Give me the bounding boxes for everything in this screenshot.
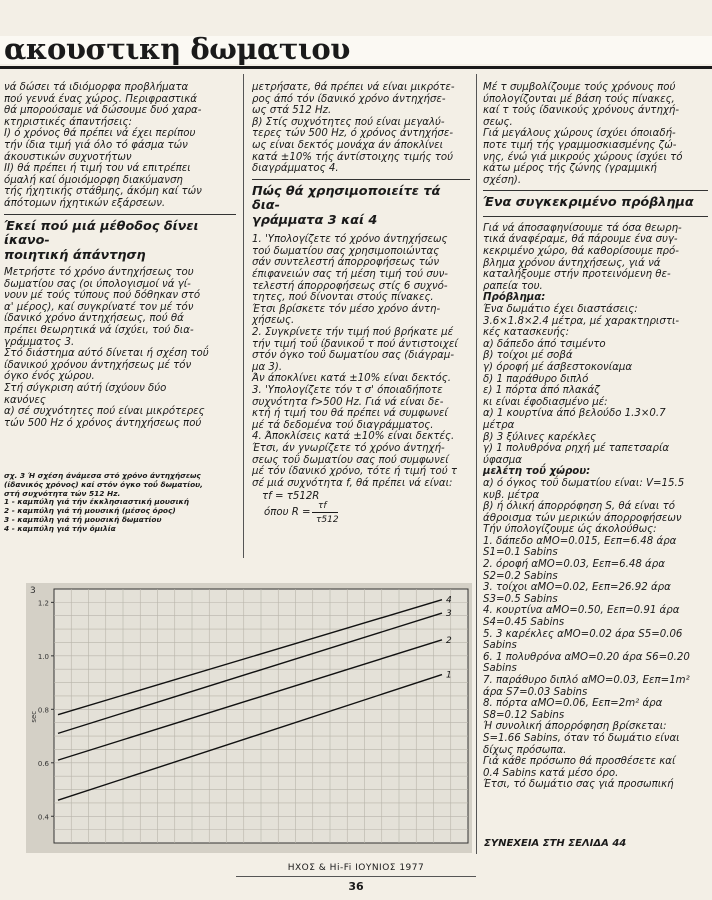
caption-line: (ίδανικός χρόνος) καί στόν όγκο τοΰ δωματίου,	[4, 479, 203, 489]
text-line: σχέση).	[483, 174, 522, 186]
text-line: Γιά νά άποσαφηνίσουμε τά όσα θεωρη-	[483, 222, 682, 234]
formula-ratio-label: όπου R =	[264, 507, 311, 519]
study-line: 0.4 Sabins κατά μέσο όρο.	[483, 767, 619, 779]
problem-label: Πρόβλημα:	[483, 292, 546, 304]
text-line: μέ τά δεδομένα τού διαγράμματος.	[252, 419, 434, 431]
text-line: πρέπει θεωρητικά νά ίσχύει, τού δια-	[4, 325, 194, 336]
text-line: ως είναι δεκτός μονάχα άν άποκλίνει	[252, 139, 444, 151]
text-line: Έτσι, άν γνωρίζετε τό χρόνο άντηχή-	[252, 442, 445, 454]
study-line: Ή συνολική άπορρόφηση βρίσκεται:	[483, 721, 667, 733]
text-line: καί τ τούς ίδανικούς χρόνους άντηχή-	[483, 105, 680, 117]
caption-line: 3 - καμπύλη γιά τή μουσική δωματίου	[4, 514, 162, 524]
y-tick-label: 0.6	[37, 759, 49, 768]
caption-line: σχ. 3 Ή σχέση άνάμεσα στό χρόνο άντηχήσεως	[4, 471, 201, 480]
text-line: σεως τοΰ δωματίου σας πού συμφωνεί	[252, 454, 449, 466]
text-line: σεως.	[483, 116, 513, 128]
problem-list	[483, 304, 708, 466]
text-line: καταλήξουμε στήν προτεινόμενη θε-	[483, 269, 671, 281]
y-tick-label: 0.8	[37, 706, 49, 715]
text-line: Έτσι βρίσκετε τόν μέσο χρόνο άντη-	[252, 303, 441, 315]
text-line: συχνότητα f>500 Hz. Γιά νά είναι δε-	[252, 396, 444, 408]
text-line: τού δωματίου σας χρησιμοποιώντας	[252, 245, 440, 257]
column-3-body	[483, 223, 708, 293]
text-line: β) Στίς συχνότητες πού είναι μεγαλύ-	[252, 116, 445, 128]
text-line: κάτω μέρος τής ζώνης (γραμμική	[483, 163, 657, 175]
study-line: κυβ. μέτρα	[483, 489, 540, 501]
text-line: 2. Συγκρίνετε τήν τιμή πού βρήκατε μέ	[252, 327, 454, 338]
problem-line: γ) 1 πολυθρόνα ρηχή μέ ταπετσαρία	[483, 443, 670, 455]
study-line: Sabins	[483, 663, 517, 675]
section-rule	[252, 179, 470, 180]
series-label-1: 1	[446, 670, 452, 681]
text-line: όγκο ένός χώρου.	[4, 371, 95, 383]
study-line: S3=0.5 Sabins	[483, 593, 558, 605]
text-line: Άν άποκλίνει κατά ±10% είναι δεκτός.	[252, 373, 451, 385]
text-line: άκουστικών συχνοτήτων	[4, 151, 132, 163]
text-line: 3. 'Υπολογίζετε τόν τ σ' όποιαδήποτε	[252, 384, 443, 396]
text-line: ύπολογίζονται μέ βάση τούς πίνακες,	[483, 93, 675, 105]
text-line: Γιά μεγάλους χώρους ίσχύει όποιαδή-	[483, 128, 676, 140]
section-rule	[483, 216, 708, 217]
text-line: μετρήσατε, θά πρέπει νά είναι μικρότε-	[252, 82, 455, 93]
formula-denominator: τ512	[316, 515, 339, 526]
page-number: 36	[348, 880, 364, 893]
problem-line: γ) όροφή μέ άσβεστοκονίαμα	[483, 361, 633, 373]
study-line: 7. παράθυρο διπλό αΜΟ=0.03, Εεπ=1m²	[483, 675, 690, 686]
subhead-line: Πώς θά χρησιμοποιείτε τά δια-	[252, 183, 441, 214]
study-line: Έτσι, τό δωμάτιο σας γιά προσωπική	[483, 779, 674, 791]
series-label-4: 4	[446, 595, 452, 606]
text-line: διαγράμματος 4.	[252, 163, 339, 175]
section-rule	[483, 190, 708, 191]
caption-line: στή συχνότητα τών 512 Hz.	[4, 488, 121, 498]
text-line: Στή σύγκριση αύτή ίσχύουν δύο	[4, 382, 167, 394]
y-axis-label: sec	[30, 710, 38, 723]
text-line: κατά ±10% τής άντίστοιχης τιμής τού	[252, 151, 453, 163]
column-2	[252, 82, 470, 526]
study-line: S2=0.2 Sabins	[483, 570, 558, 582]
footer-text: ΗΧΟΣ & Hi-Fi ΙΟΥΝΙΟΣ 1977	[287, 863, 425, 873]
problem-line: β) 3 ξύλινες καρέκλες	[483, 431, 597, 443]
study-line: δίχως πρόσωπα.	[483, 744, 567, 756]
column-3-intro	[483, 82, 708, 186]
study-line: Sabins	[483, 640, 517, 652]
footer-rule	[236, 876, 476, 877]
study-line: 1. δάπεδο αΜΟ=0.015, Εεπ=6.48 άρα	[483, 535, 677, 547]
text-line: κτηριστικές άπαντήσεις:	[4, 116, 132, 128]
problem-line: μέτρα	[483, 419, 515, 431]
study-line: β) ή όλική άπορρόφηση S, θά είναι τό	[483, 501, 675, 513]
text-line: χήσεως.	[252, 315, 295, 327]
column-1-intro	[4, 82, 236, 210]
study-line: 8. πόρτα αΜΟ=0.06, Εεπ=2m² άρα	[483, 698, 663, 710]
text-line: κεκριμένο χώρο, θά καθορίσουμε πρό-	[483, 246, 679, 258]
text-line: τής ήχητικής στάθμης, άκόμη καί τών	[4, 186, 202, 198]
study-line: 2. όροφή αΜΟ=0.03, Εεπ=6.48 άρα	[483, 559, 665, 571]
text-line: κανόνες	[4, 394, 46, 406]
study-list	[483, 478, 708, 791]
text-line: Ι) ό χρόνος θά πρέπει νά έχει περίπου	[4, 128, 196, 140]
subhead-line: γράμματα 3 καί 4	[252, 212, 378, 228]
study-label: μελέτη τοΰ χώρου:	[483, 466, 591, 478]
text-line: 1. 'Υπολογίζετε τό χρόνο άντηχήσεως	[252, 234, 448, 246]
study-line: 5. 3 καρέκλες αΜΟ=0.02 άρα S5=0.06	[483, 628, 683, 640]
study-line: Τήν ύπολογίζουμε ώς άκολούθως:	[483, 524, 657, 536]
text-line: σέ μιά συχνότητα f, θά πρέπει νά είναι:	[252, 477, 453, 489]
problem-line: ύφασμα	[483, 454, 522, 466]
section-rule	[4, 214, 236, 215]
text-line: τητες, πού δίνονται στούς πίνακες.	[252, 292, 434, 304]
study-line: S8=0.12 Sabins	[483, 709, 565, 721]
column-3	[483, 82, 708, 791]
text-line: Μετρήστε τό χρόνο άντηχήσεως του	[4, 267, 194, 279]
study-line: α) ό όγκος τοΰ δωματίου είναι: V=15.5	[483, 477, 685, 489]
text-line: α' μέρος), καί συγκρίνατέ τον μέ τόν	[4, 301, 194, 313]
text-line: γράμματος 3.	[4, 336, 75, 348]
formula-reverb-time: τf = τ512R	[262, 491, 320, 503]
column-1-subhead	[4, 220, 236, 264]
column-3-subhead: Ένα συγκεκριμένο πρόβλημα	[483, 195, 694, 211]
formula-numerator: τf	[318, 501, 327, 512]
text-line: ίδανικό χρόνο άντηχήσεως, πού θά	[4, 313, 184, 325]
problem-line: κές κατασκευής:	[483, 327, 570, 339]
study-line: S1=0.1 Sabins	[483, 547, 558, 559]
caption-line: 1 - καμπύλη γιά τήν έκκλησιαστική μουσική	[4, 497, 189, 507]
column-1-body	[4, 267, 236, 429]
text-line: τελεστή άπορροφήσεως στίς 6 συχνό-	[252, 280, 448, 292]
problem-line: α) 1 κουρτίνα άπό βελούδο 1.3×0.7	[483, 408, 666, 420]
caption-line: 4 - καμπύλη γιά τήν όμιλία	[4, 523, 116, 533]
study-line: 4. κουρτίνα αΜΟ=0.50, Εεπ=0.91 άρα	[483, 605, 680, 617]
text-line: νουν μέ τούς τύπους πού δόθηκαν στό	[4, 290, 201, 302]
continued-note: ΣΥΝΕΧΕΙΑ ΣΤΗ ΣΕΛΙΔΑ 44	[484, 838, 627, 849]
problem-line: ε) 1 πόρτα άπό πλακάζ	[483, 385, 600, 397]
figure-number: 3	[30, 586, 36, 596]
text-line: τερες τών 500 Hz, ό χρόνος άντηχήσε-	[252, 128, 454, 140]
study-line: άθροισμα τών μερικών άπορροφήσεων	[483, 512, 682, 524]
text-line: Στό διάστημα αύτό δίνεται ή σχέση τοΰ	[4, 348, 209, 360]
y-tick-label: 1.2	[37, 599, 49, 608]
text-line: δωματίου σας (οι ύπολογισμοί νά γί-	[4, 278, 191, 290]
reverb-chart	[26, 583, 472, 853]
column-divider	[476, 74, 477, 854]
caption-line: 2 - καμπύλη γιά τή μουσική (μέσος όρος)	[4, 506, 176, 516]
text-line: Μέ τ συμβολίζουμε τούς χρόνους πού	[483, 82, 676, 93]
study-line: S4=0.45 Sabins	[483, 617, 565, 629]
text-line: τήν τιμή τοΰ ίδανικοΰ τ πού άντιστοιχεί	[252, 338, 458, 350]
problem-line: κι είναι έφοδιασμένο μέ:	[483, 396, 608, 408]
text-line: έπιφανειών σας τή μέση τιμή τού συν-	[252, 269, 448, 281]
study-line: άρα S7=0.03 Sabins	[483, 686, 588, 698]
study-line: S=1.66 Sabins, όταν τό δωμάτιο είναι	[483, 732, 680, 744]
text-line: πού γεννά ένας χώρος. Περιφραστικά	[4, 93, 197, 105]
problem-line: 3.6×1.8×2.4 μέτρα, μέ χαρακτηριστι-	[483, 315, 680, 327]
formula	[252, 489, 470, 526]
text-line: θά μπορούσαμε νά δώσουμε δυό χαρα-	[4, 105, 202, 117]
y-tick-label: 0.4	[37, 813, 49, 822]
text-line: ραπεία του.	[483, 280, 543, 292]
column-2-subhead	[252, 185, 470, 229]
title-rule	[0, 66, 712, 69]
text-line: νης, ένώ γιά μικρούς χώρους ίσχύει τό	[483, 151, 683, 163]
series-label-2: 2	[446, 635, 452, 646]
series-label-3: 3	[446, 609, 452, 620]
y-tick-label: 1.0	[37, 652, 49, 661]
column-2-intro	[252, 82, 470, 175]
study-line: 6. 1 πολυθρόνα αΜΟ=0.20 άρα S6=0.20	[483, 651, 690, 663]
text-line: τικά άναφέραμε, θά πάρουμε ένα συγ-	[483, 234, 678, 246]
study-line: Γιά κάθε πρόσωπο θά προσθέσετε καί	[483, 756, 676, 768]
text-line: ως στά 512 Hz.	[252, 105, 332, 117]
study-line: 3. τοίχοι αΜΟ=0.02, Εεπ=26.92 άρα	[483, 582, 671, 594]
text-line: βλημα χρόνου άντηχήσεως, γιά νά	[483, 257, 661, 269]
text-line: τών 500 Hz ό χρόνος άντηχήσεως πού	[4, 417, 202, 429]
text-line: άπότομων ήχητικών εξάρσεων.	[4, 197, 166, 209]
problem-line: β) τοίχοι μέ σοβά	[483, 350, 573, 362]
text-line: σάν συντελεστή άπορροφήσεως τών	[252, 257, 440, 269]
text-line: μέ τόν ίδανικό χρόνο, τότε ή τιμή τού τ	[252, 466, 457, 478]
text-line: όμαλή καί όμοιόμορφη διακύμανση	[4, 174, 183, 186]
column-2-body	[252, 234, 470, 489]
problem-line: δ) 1 παράθυρο διπλό	[483, 373, 589, 385]
column-divider	[243, 74, 244, 558]
text-line: μα 3).	[252, 361, 283, 373]
subhead-line: Έκεί πού μιά μέθοδος δίνει ίκανο-	[4, 218, 199, 249]
figure-caption	[4, 472, 236, 534]
problem-line: α) δάπεδο άπό τσιμέντο	[483, 338, 606, 350]
section-title: ακουστικη δωματιου	[4, 32, 350, 66]
text-line: 4. Άποκλίσεις κατά ±10% είναι δεκτές.	[252, 431, 455, 443]
text-line: ΙΙ) θά πρέπει ή τιμή του νά επιτρέπει	[4, 163, 191, 175]
subhead-line: ποιητική άπάντηση	[4, 247, 146, 263]
text-line: ρος άπό τόν ίδανικό χρόνο άντηχήσε-	[252, 93, 446, 105]
problem-line: Ένα δωμάτιο έχει διαστάσεις:	[483, 304, 638, 315]
text-line: στόν όγκο τοΰ δωματίου σας (διάγραμ-	[252, 350, 455, 362]
text-line: τήν ίδια τιμή γιά όλο τό φάσμα τών	[4, 139, 188, 151]
text-line: ίδανικού χρόνου άντηχήσεως μέ τόν	[4, 359, 192, 371]
text-line: νά δώσει τά ιδιόμορφα προβλήματα	[4, 82, 189, 93]
chart-svg	[26, 583, 472, 853]
text-line: α) σέ συχνότητες πού είναι μικρότερες	[4, 406, 205, 418]
fraction-bar	[312, 512, 338, 513]
text-line: κτή ή τιμή του θά πρέπει νά συμφωνεί	[252, 408, 448, 420]
text-line: ποτε τιμή τής γραμμοσκιασμένης ζώ-	[483, 139, 677, 151]
column-1	[4, 82, 236, 429]
